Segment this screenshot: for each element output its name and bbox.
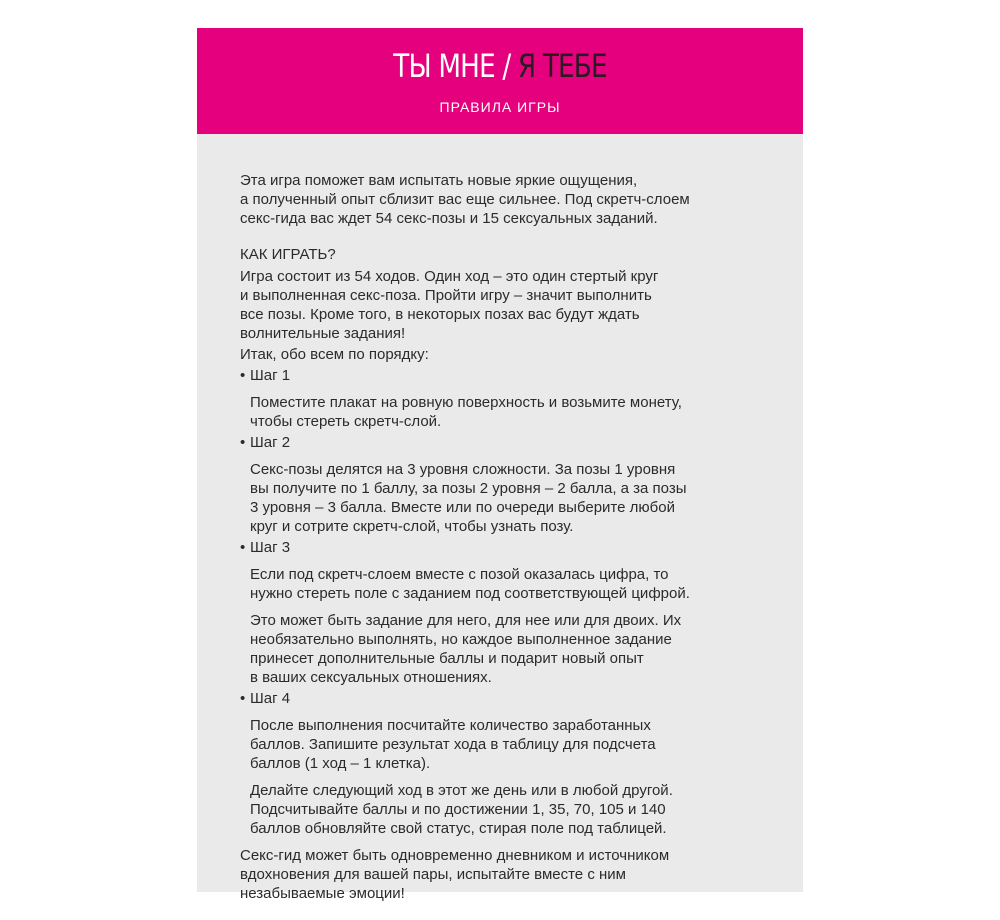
step-line: чтобы стереть скретч-слой. [250, 413, 442, 430]
bullet: • [240, 539, 246, 556]
step-line: баллов обновляйте свой статус, стирая поле под таблицей. [250, 820, 667, 837]
outro-paragraph [240, 846, 770, 903]
step-line: необязательно выполнять, но каждое выполненное задание [250, 631, 672, 648]
game-title [252, 46, 749, 86]
step-label [240, 538, 770, 557]
how-line: и выполненная секс-поза. Пройти игру – значит выполнить [240, 287, 652, 304]
step-line: нужно стереть поле с заданием под соответствующей цифрой. [250, 585, 690, 602]
step-label [240, 366, 770, 385]
step-text [250, 716, 770, 773]
subtitle: ПРАВИЛА ИГРЫ [439, 99, 561, 115]
title-part-2: Я ТЕБЕ [517, 47, 607, 85]
step-title: Шаг 1 [250, 367, 291, 384]
step-line: баллов (1 ход – 1 клетка). [250, 755, 431, 772]
rules-card [197, 28, 803, 902]
outro-line: вдохновения для вашей пары, испытайте вместе с ним [240, 866, 626, 883]
step-label [240, 689, 770, 708]
step-line: Делайте следующий ход в этот же день или в любой другой. [250, 782, 673, 799]
how-to-play-heading: КАК ИГРАТЬ? [240, 246, 336, 263]
step-line: вы получите по 1 баллу, за позы 2 уровня – 2 балла, а за позы [250, 480, 687, 497]
bullet: • [240, 367, 246, 384]
step-line: баллов. Запишите результат хода в таблицу для подсчета [250, 736, 656, 753]
order-intro: Итак, обо всем по порядку: [240, 346, 429, 363]
step-line: После выполнения посчитайте количество заработанных [250, 717, 651, 734]
rules-body [240, 171, 770, 905]
step-title: Шаг 4 [250, 690, 291, 707]
step-title: Шаг 3 [250, 539, 291, 556]
step-text [250, 611, 770, 687]
intro-paragraph [240, 171, 770, 228]
step-line: Если под скретч-слоем вместе с позой оказалась цифра, то [250, 566, 669, 583]
step-line: круг и сотрите скретч-слой, чтобы узнать позу. [250, 518, 574, 535]
step-label [240, 433, 770, 452]
how-line: Игра состоит из 54 ходов. Один ход – это один стертый круг [240, 268, 659, 285]
how-line: волнительные задания! [240, 325, 406, 342]
title-separator: / [502, 47, 511, 85]
step-text [250, 460, 770, 536]
step-line: Поместите плакат на ровную поверхность и возьмите монету, [250, 394, 682, 411]
step-line: в ваших сексуальных отношениях. [250, 669, 492, 686]
step-line: Это может быть задание для него, для нее или для двоих. Их [250, 612, 682, 629]
outro-line: Секс-гид может быть одновременно дневником и источником [240, 847, 670, 864]
intro-line: а полученный опыт сблизит вас еще сильнее. Под скретч-слоем [240, 191, 690, 208]
step-text [250, 565, 770, 603]
how-line: все позы. Кроме того, в некоторых позах вас будут ждать [240, 306, 640, 323]
bullet: • [240, 690, 246, 707]
bullet: • [240, 434, 246, 451]
how-paragraph [240, 267, 770, 343]
title-part-1: ТЫ МНЕ [393, 47, 495, 85]
step-line: принесет дополнительные баллы и подарит новый опыт [250, 650, 644, 667]
step-line: Подсчитывайте баллы и по достижении 1, 35, 70, 105 и 140 [250, 801, 666, 818]
header-banner [197, 28, 803, 134]
outro-line: незабываемые эмоции! [240, 885, 405, 902]
step-text [250, 393, 770, 431]
step-title: Шаг 2 [250, 434, 291, 451]
step-line: Секс-позы делятся на 3 уровня сложности. За позы 1 уровня [250, 461, 676, 478]
step-text [250, 781, 770, 838]
intro-line: Эта игра поможет вам испытать новые яркие ощущения, [240, 172, 638, 189]
step-line: 3 уровня – 3 балла. Вместе или по очереди выберите любой [250, 499, 675, 516]
intro-line: секс-гида вас ждет 54 секс-позы и 15 сексуальных заданий. [240, 210, 658, 227]
